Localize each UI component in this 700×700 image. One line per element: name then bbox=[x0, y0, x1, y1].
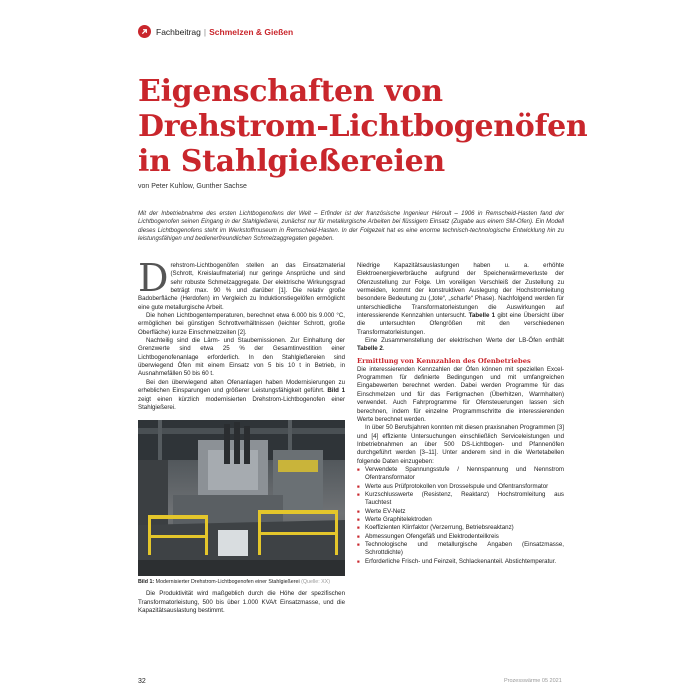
article-title bbox=[138, 74, 588, 179]
input-data-list bbox=[357, 466, 564, 566]
figure-reference: Bild 1 bbox=[327, 387, 345, 395]
paragraph-text: rehstrom-Lichtbogenöfen stellen an das Einsatzmaterial (Schrott, Kreislaufmaterial) nur geringe Ansprüche und sind sehr robuste Schmelzaggregate. Der elektrische Wirkungsgrad beträgt max. 90 % und darüber [1]. Die relativ große Badoberfläche (Herdofen) im Vergleich zu Induktionstiegelöfen ermöglicht eine gute metallurgische Arbeit. bbox=[138, 262, 345, 311]
list-item: ■ Koeffizienten Klirrfaktor (Verzerrung, Betriebsreaktanz) bbox=[357, 524, 564, 532]
paragraph-text: Bei den überwiegend alten Ofenanlagen haben Modernisierungen zu erheblichen Einsparungen und größerer Leistungsfähigkeit geführt. bbox=[138, 378, 345, 395]
article-authors: von Peter Kuhlow, Gunther Sachse bbox=[138, 183, 247, 190]
article-lead: Mit der Inbetriebnahme des ersten Lichtbogenofens der Welt – Erfinder ist der französische Ingenieur Héroult – 1906 in Remscheid-Hasten fand der Lichtbogenofen seinen Eingang in der Stahlgießerei, zunächst nur für metallurgische Arbeiten bei flüssigem Einsatz (Zugabe aus einem SM-Ofen). Ein Modell dieses Lichtbogenofens steht im Werkstoffmuseum in Remscheid-Hasten. In der Folgezeit hat es eine enorme technisch-technologische Entwicklung hin zu leistungsfähigen und bedienerfreundlichen Schmelzaggregaten gegeben. bbox=[138, 211, 564, 243]
table-reference: Tabelle 1 bbox=[468, 312, 496, 320]
title-line: Drehstrom-Lichtbogenöfen bbox=[138, 109, 588, 144]
body-paragraph: Die Produktivität wird maßgeblich durch die Höhe der spezifischen Transformatorleistung, 500 bis über 1.000 KVA/t Einsatzmasse, und die Kapazitätsauslastung bestimmt. bbox=[138, 590, 345, 614]
list-item: ■ Abmessungen Ofengefäß und Elektrodenteilkreis bbox=[357, 533, 564, 541]
body-paragraph bbox=[138, 256, 345, 312]
list-item: ■ Werte Graphitelektroden bbox=[357, 516, 564, 524]
journal-issue: Prozesswärme 05 2021 bbox=[504, 678, 562, 684]
body-paragraph bbox=[357, 337, 564, 354]
body-paragraph bbox=[357, 262, 564, 337]
title-line: Eigenschaften von bbox=[138, 74, 443, 109]
header-separator: | bbox=[203, 26, 207, 37]
table-reference: Tabelle 2 bbox=[357, 345, 383, 353]
publication-logo-icon bbox=[138, 25, 151, 38]
list-item: ■ Erforderliche Frisch- und Feinzeit, Schlackenanteil. Abstichtemperatur. bbox=[357, 558, 564, 566]
title-line: in Stahlgießereien bbox=[138, 144, 445, 179]
body-paragraph bbox=[138, 379, 345, 412]
figure-source: (Quelle: XX) bbox=[299, 579, 330, 586]
body-paragraph: Die interessierenden Kennzahlen der Öfen können mit speziellen Excel-Programmen für definierte Bedingungen und mit umfangreichen Eingabewerten berechnet werden. Dabei werden Programme für das Einschmelzen und für das Fertigmachen (Überhitzen, Warmhalten) verwendet. Auch Fahrprogramme für Ofensteuerungen lassen sich berechnen, indem für einzelne Programmschritte die interessierenden Werte berechnet werden. bbox=[357, 365, 564, 423]
paragraph-text: . bbox=[382, 345, 385, 353]
header-section: Schmelzen & Gießen bbox=[209, 26, 294, 37]
figure-label: Bild 1: bbox=[138, 579, 155, 586]
paragraph-text: Niedrige Kapazitätsauslastungen haben u. a. erhöhte Elektroenergieverbräuche aufgrund der Speicherwärmeverluste der Ofenzustellung zur Folge. Um voreiligen Verschleiß der Zustellung zu vermeiden, kommt der konstruktiven Auslegung der Hochstromleitung besondere Bedeutung zu („tote“, „scharfe“ Phase). Nachfolgend werden für unterschiedliche Transformatorleistungen die Auswirkungen auf interessierende Kennzahlen untersucht. bbox=[357, 262, 564, 320]
paragraph-text: zeigt einen kürzlich modernisierten Drehstrom-Lichtbogenofen einer Stahlgießerei. bbox=[138, 395, 345, 411]
right-column bbox=[357, 262, 564, 566]
list-item: ■ Werte aus Prüfprotokollen von Drosselspule und Ofentransformator bbox=[357, 483, 564, 491]
left-column bbox=[138, 256, 345, 615]
page-number: 32 bbox=[138, 678, 146, 685]
page-header bbox=[138, 25, 293, 38]
list-item: ■ Werte EV-Netz bbox=[357, 508, 564, 516]
section-subheading: Ermittlung von Kennzahlen des Ofenbetriebes bbox=[357, 356, 531, 365]
body-paragraph: In über 50 Berufsjahren konnten mit diesen praxisnahen Programmen [3] und [4] effiziente Untersuchungen einschließlich Serviceleistungen und Inbetriebnahmen an über 500 DS-Lichtbogen- und Pfannenöfen durchgeführt werden [3–11]. Unter anderem sind in die Wertetabellen folgende Daten einzugeben: bbox=[357, 424, 564, 465]
list-item: ■ Verwendete Spannungsstufe / Nennspannung und Nennstrom Ofentransformator bbox=[357, 466, 564, 483]
figure-caption bbox=[138, 579, 345, 586]
body-paragraph: Nachteilig sind die Lärm- und Staubemissionen. Zur Einhaltung der Grenzwerte sind etwa 25 % der Gesamtinvestition einer Lichtbogenofenanlage erforderlich. In den Stahlgießereien sind überwiegend Öfen mit einem Einsatz von 5 bis 10 t in Betrieb, in Ausnahmefällen 50 bis 60 t. bbox=[138, 337, 345, 378]
list-item: ■ Technologische und metallurgische Angaben (Einsatzmasse, Schrottdichte) bbox=[357, 541, 564, 558]
figure-caption-text: Modernisierter Drehstrom-Lichtbogenofen einer Stahlgießerei bbox=[154, 579, 300, 586]
drop-cap: D bbox=[138, 256, 169, 300]
list-item: ■ Kurzschlusswerte (Resistenz, Reaktanz) Hochstromleitung aus Tauchtest bbox=[357, 491, 564, 508]
header-kicker: Fachbeitrag bbox=[156, 26, 201, 37]
body-paragraph: Die hohen Lichtbogentemperaturen, berechnet etwa 6.000 bis 9.000 °C, ermöglichen bei günstigen Schrottverhältnissen (leichter Schrott, große Oberfläche) kurze Einschmelzzeiten [2]. bbox=[138, 312, 345, 336]
paragraph-text: gibt eine Übersicht über die untersuchten Ofengrößen mit den verschiedenen Transformatorleistungen. bbox=[357, 312, 565, 336]
paragraph-text: Eine Zusammenstellung der elektrischen Werte der LB-Öfen enthält bbox=[365, 337, 564, 345]
furnace-photo bbox=[138, 420, 345, 576]
